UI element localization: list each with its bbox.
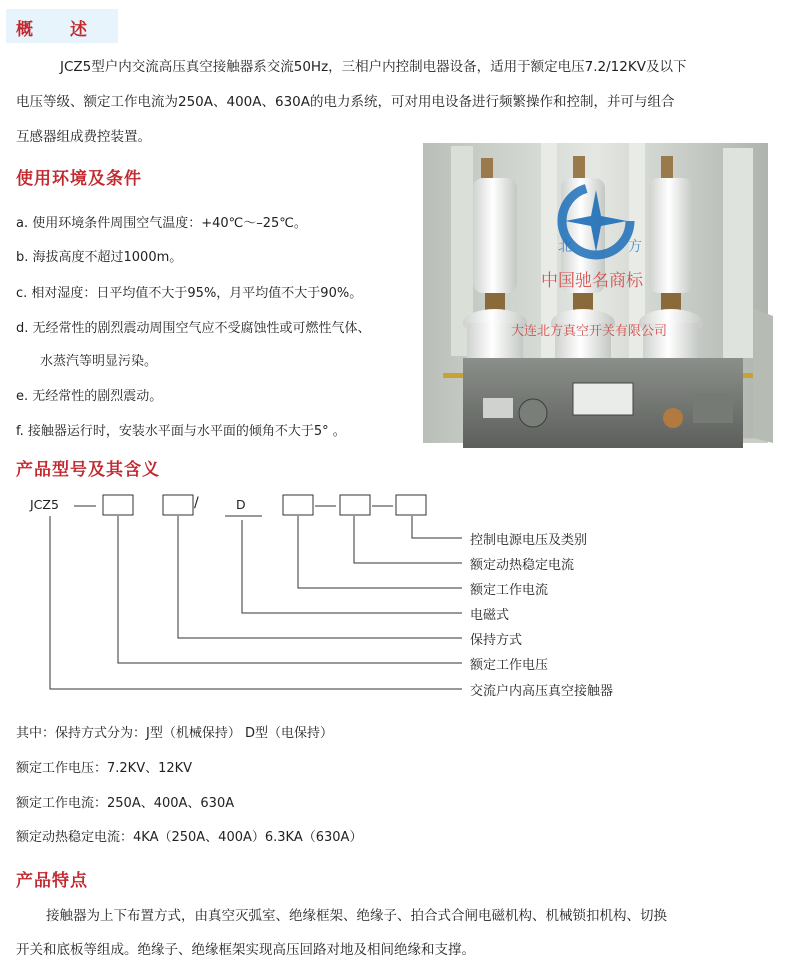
- features-heading: 产品特点: [16, 871, 88, 891]
- model-heading: 产品型号及其含义: [16, 460, 160, 480]
- note-rated-voltage: 额定工作电压：7.2KV、12KV: [16, 761, 193, 776]
- leader-rated-voltage: [118, 516, 462, 663]
- note-stable-current: 额定动热稳定电流：4KA（250A、400A）6.3KA（630A）: [16, 830, 363, 845]
- watermark-trademark-text: 中国驰名商标: [541, 271, 643, 291]
- contactor-photo: [423, 138, 773, 448]
- note-rated-current: 额定工作电流：250A、400A、630A: [16, 796, 235, 811]
- overview-heading: 概 述: [16, 20, 88, 40]
- model-field-box-stable-current: [340, 495, 370, 515]
- leader-holding: [178, 516, 462, 638]
- logo-character-right: 方: [628, 239, 642, 255]
- environment-heading: 使用环境及条件: [16, 169, 142, 189]
- leader-stable-current: [354, 516, 462, 563]
- environment-item-d: d. 无经常性的剧烈震动周围空气应不受腐蚀性或可燃性气体、: [16, 321, 371, 336]
- model-label-holding: 保持方式: [470, 633, 523, 648]
- leader-control-voltage: [412, 516, 462, 538]
- model-prefix: JCZ5: [30, 497, 59, 512]
- leader-rated-current: [298, 516, 462, 588]
- model-label-contactor-type: 交流户内高压真空接触器: [470, 684, 614, 699]
- model-label-rated-voltage: 额定工作电压: [470, 658, 549, 673]
- environment-item-b: b. 海拔高度不超过1000m。: [16, 250, 183, 265]
- model-d-letter: D: [236, 497, 246, 512]
- model-label-rated-current: 额定工作电流: [470, 583, 549, 598]
- model-label-stable-current: 额定动热稳定电流: [470, 558, 575, 573]
- overview-paragraph-line-3: 互感器组成费控装置。: [16, 129, 151, 145]
- environment-item-a: a. 使用环境条件周围空气温度：+40℃～–25℃。: [16, 216, 307, 231]
- model-field-box-voltage: [103, 495, 133, 515]
- environment-item-d-continued: 水蒸汽等明显污染。: [40, 354, 158, 369]
- features-paragraph-line-1: 接触器为上下布置方式，由真空灭弧室、绝缘框架、绝缘子、拍合式合闸电磁机构、机械锁扣机构、切换: [46, 908, 667, 924]
- model-slash: /: [194, 495, 199, 511]
- model-label-control-voltage: 控制电源电压及类别: [470, 533, 588, 548]
- watermark-company-text: 大连北方真空开关有限公司: [511, 324, 668, 339]
- environment-item-f: f. 接触器运行时，安装水平面与水平面的倾角不大于5° 。: [16, 424, 346, 439]
- logo-character-left: 北: [558, 239, 572, 255]
- overview-paragraph-line-1: JCZ5型户内交流高压真空接触器系交流50Hz，三相户内控制电器设备，适用于额定电压7.2/12KV及以下: [60, 59, 687, 75]
- environment-item-e: e. 无经常性的剧烈震动。: [16, 389, 163, 404]
- leader-contactor-type: [50, 516, 462, 689]
- features-paragraph-line-2: 开关和底板等组成。绝缘子、绝缘框架实现高压回路对地及相间绝缘和支撑。: [16, 942, 475, 958]
- model-field-box-current: [283, 495, 313, 515]
- overview-paragraph-line-2: 电压等级、额定工作电流为250A、400A、630A的电力系统，可对用电设备进行频繁操作和控制，并可与组合: [16, 94, 675, 110]
- environment-item-c: c. 相对湿度：日平均值不大于95%，月平均值不大于90%。: [16, 286, 363, 301]
- model-field-box-holding: [163, 495, 193, 515]
- leader-electromagnetic: [242, 520, 462, 613]
- model-field-box-control-voltage: [396, 495, 426, 515]
- model-label-electromagnetic: 电磁式: [470, 608, 510, 623]
- note-holding-types: 其中：保持方式分为：J型（机械保持） D型（电保持）: [16, 726, 333, 741]
